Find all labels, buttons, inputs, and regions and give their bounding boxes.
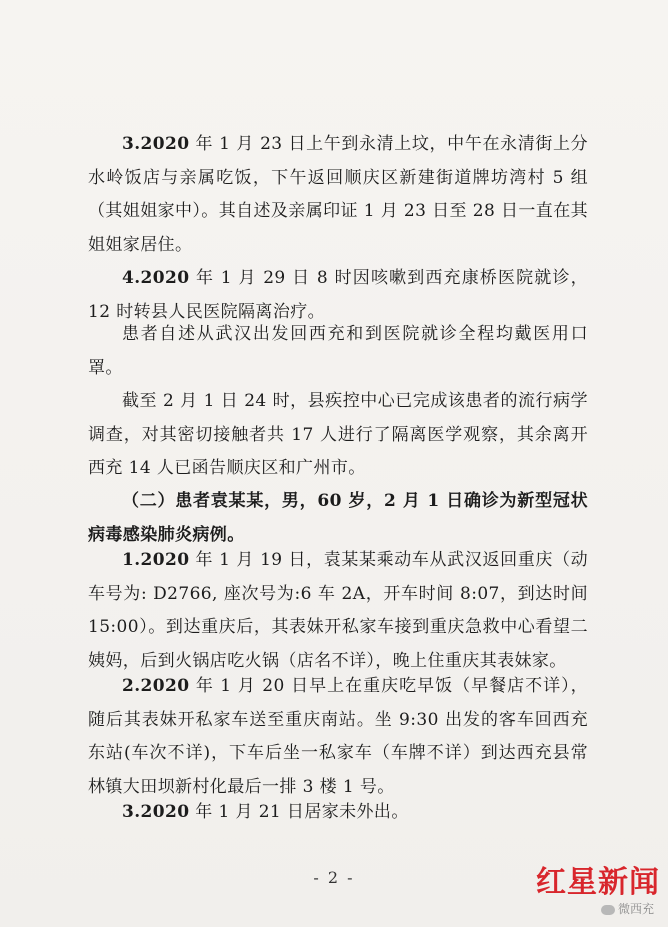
paragraph-2-text: 年 1 月 29 日 8 时因咳嗽到西充康桥医院就诊，12 时转县人民医院隔离治疗。 bbox=[88, 268, 588, 322]
watermark-source bbox=[601, 900, 654, 917]
paragraph-1-number: 3.2020 bbox=[122, 134, 190, 154]
paragraph-8 bbox=[88, 796, 588, 830]
paragraph-6-number: 1.2020 bbox=[122, 550, 190, 570]
paragraph-3-text: 患者自述从武汉出发回西充和到医院就诊全程均戴医用口罩。 bbox=[88, 324, 588, 378]
watermark-source-text: 微西充 bbox=[617, 902, 654, 916]
section-heading-text: （二）患者袁某某，男，60 岁，2 月 1 日确诊为新型冠状病毒感染肺炎病例。 bbox=[88, 491, 588, 545]
paragraph-3 bbox=[88, 318, 588, 385]
paragraph-2-number: 4.2020 bbox=[122, 268, 190, 288]
paragraph-1 bbox=[88, 128, 588, 262]
paragraph-6 bbox=[88, 544, 588, 678]
wechat-icon bbox=[601, 905, 615, 915]
paragraph-8-text: 年 1 月 21 日居家未外出。 bbox=[189, 802, 409, 822]
section-heading-patient-2 bbox=[88, 485, 588, 552]
paragraph-6-text: 年 1 月 19 日，袁某某乘动车从武汉返回重庆（动车号为: D2766, 座次号为:6 车 2A，开车时间 8:07，到达时间 15:00）。到达重庆后，其表妹开私家车接到重庆急救中心看望二姨妈，后到火锅店吃火锅（店名不详），晚上住重庆其表妹家。 bbox=[88, 550, 588, 671]
paragraph-4-text: 截至 2 月 1 日 24 时，县疾控中心已完成该患者的流行病学调查，对其密切接触者共 17 人进行了隔离医学观察，其余离开西充 14 人已函告顺庆区和广州市。 bbox=[88, 391, 588, 478]
paragraph-7-number: 2.2020 bbox=[122, 676, 190, 696]
page-number: - 2 - bbox=[313, 868, 355, 887]
red-star-news-logo: 红星新闻 bbox=[536, 865, 660, 900]
paragraph-1-text: 年 1 月 23 日上午到永清上坟，中午在永清街上分水岭饭店与亲属吃饭，下午返回顺庆区新建街道牌坊湾村 5 组（其姐姐家中）。其自述及亲属印证 1 月 23 日至 28 日一直在其姐姐家居住。 bbox=[88, 134, 589, 255]
paragraph-7 bbox=[88, 670, 588, 804]
paragraph-7-text: 年 1 月 20 日早上在重庆吃早饭（早餐店不详），随后其表妹开私家车送至重庆南站。坐 9:30 出发的客车回西充东站(车次不详)，下车后坐一私家车（车牌不详）到达西充县常林镇大田坝新村化最后一排 3 楼 1 号。 bbox=[88, 676, 588, 797]
paragraph-8-number: 3.2020 bbox=[122, 802, 190, 822]
watermark bbox=[510, 857, 660, 917]
paragraph-4 bbox=[88, 385, 588, 486]
